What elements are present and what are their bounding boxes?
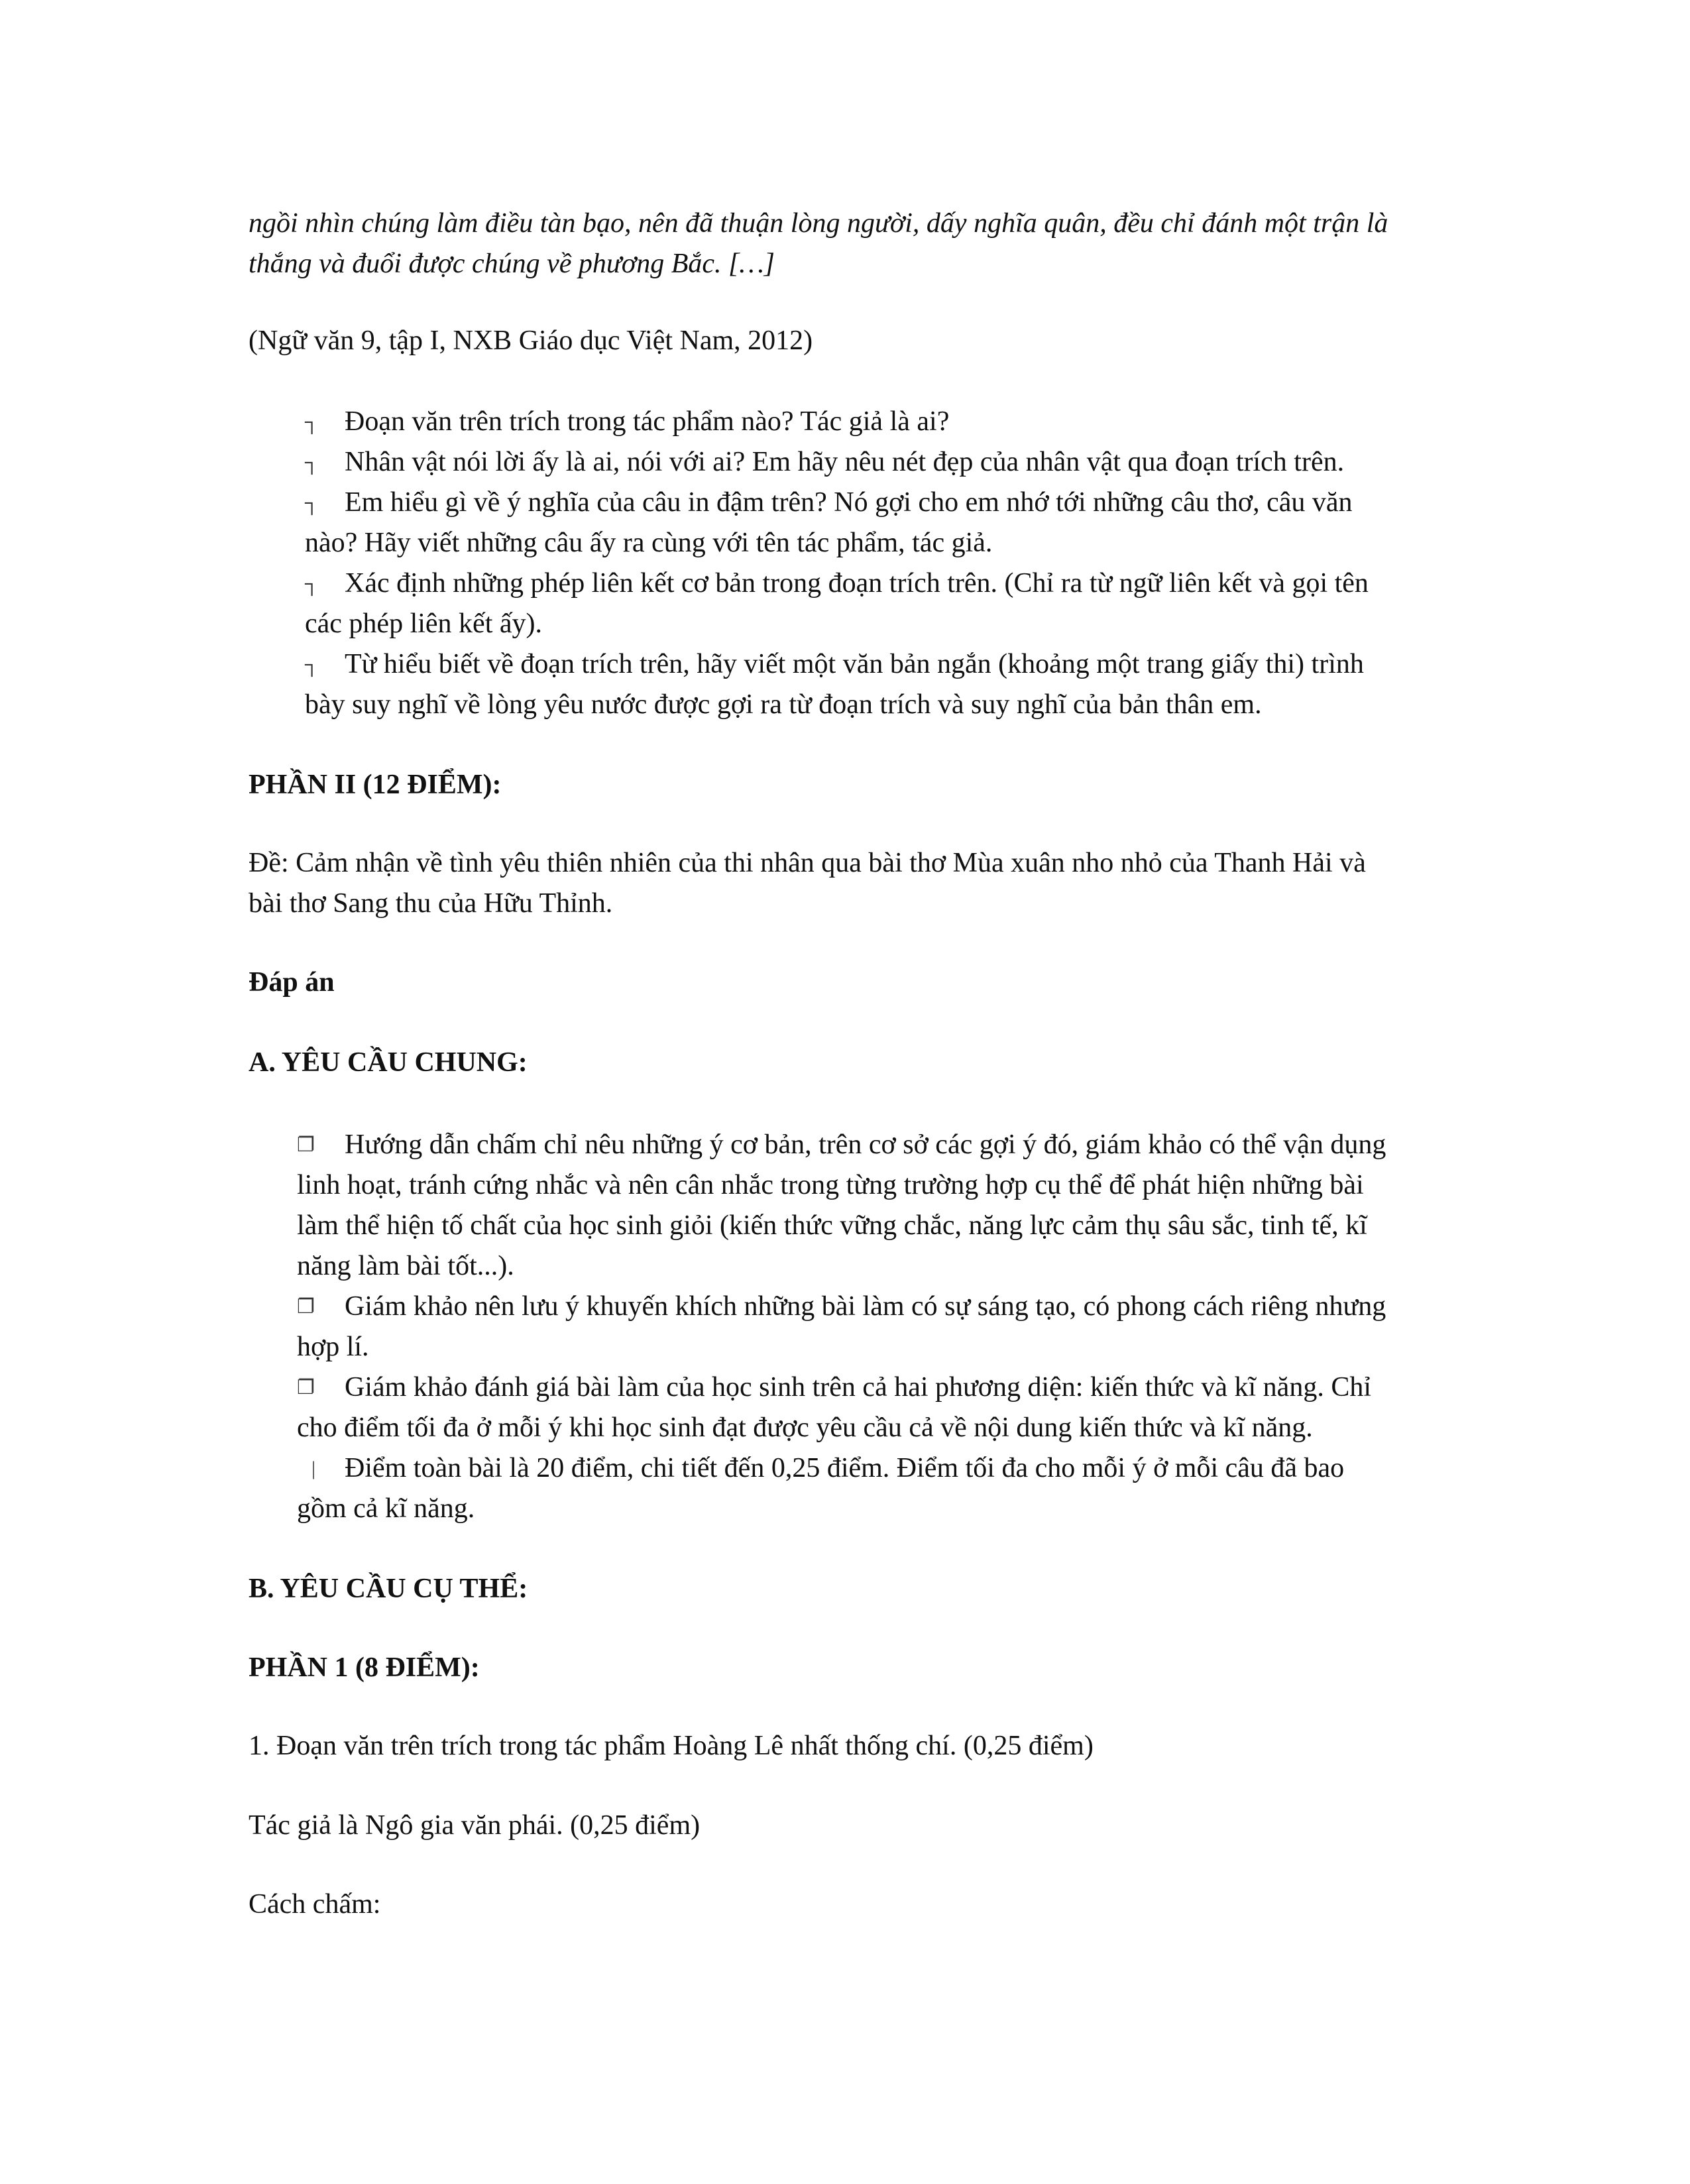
section-a-heading: A. YÊU CẦU CHUNG:	[249, 1047, 528, 1078]
part-2-heading: PHẦN II (12 ĐIỂM):	[249, 770, 502, 800]
bullet-icon: ┐	[305, 451, 319, 473]
source-citation: (Ngữ văn 9, tập I, NXB Giáo dục Việt Nam, 2012)	[249, 325, 813, 356]
bullet-icon: ┐	[305, 411, 319, 433]
section-a-p3-line-2: cho điểm tối đa ở mỗi ý khi học sinh đạt được yêu cầu cả về nội dung kiến thức và kĩ năng.	[297, 1412, 1313, 1443]
bullet-icon: ┐	[305, 492, 319, 514]
section-a-p2-line-2: hợp lí.	[297, 1332, 369, 1362]
part-2-prompt-line-1: Đề: Cảm nhận về tình yêu thiên nhiên của thi nhân qua bài thơ Mùa xuân nho nhỏ của Thanh Hải và	[249, 848, 1366, 878]
bullet-icon: ┐	[305, 654, 319, 675]
answer-1-author: Tác giả là Ngô gia văn phái. (0,25 điểm)	[249, 1810, 701, 1841]
quote-line-2: thắng và đuổi được chúng về phương Bắc. […]	[249, 249, 775, 279]
bullet-icon: |	[311, 1458, 316, 1479]
answer-1-work: 1. Đoạn văn trên trích trong tác phẩm Hoàng Lê nhất thống chí. (0,25 điểm)	[249, 1731, 1094, 1761]
section-a-p4-line-1: Điểm toàn bài là 20 điểm, chi tiết đến 0,25 điểm. Điểm tối đa cho mỗi ý ở mỗi câu đã bao	[345, 1453, 1345, 1483]
question-3-line-2: nào? Hãy viết những câu ấy ra cùng với tên tác phẩm, tác giả.	[305, 528, 993, 558]
section-a-p1-line-3: làm thể hiện tố chất của học sinh giỏi (kiến thức vững chắc, năng lực cảm thụ sâu sắc, tinh tế, kĩ	[297, 1210, 1367, 1241]
question-4-line-1: Xác định những phép liên kết cơ bản trong đoạn trích trên. (Chỉ ra từ ngữ liên kết và gọi tên	[345, 568, 1369, 599]
part-1-heading: PHẦN 1 (8 ĐIỂM):	[249, 1652, 480, 1683]
section-a-p1-line-2: linh hoạt, tránh cứng nhắc và nên cân nhắc trong từng trường hợp cụ thể để phát hiện những bài	[297, 1170, 1364, 1200]
bullet-icon: ❐	[297, 1134, 315, 1156]
section-a-p4-line-2: gồm cả kĩ năng.	[297, 1493, 475, 1524]
quote-line-1: ngồi nhìn chúng làm điều tàn bạo, nên đã thuận lòng người, dấy nghĩa quân, đều chỉ đánh một trận là	[249, 208, 1388, 239]
section-a-p1-line-1: Hướng dẫn chấm chỉ nêu những ý cơ bản, trên cơ sở các gợi ý đó, giám khảo có thể vận dụng	[345, 1129, 1386, 1160]
question-1: Đoạn văn trên trích trong tác phẩm nào? Tác giả là ai?	[345, 406, 950, 437]
part-2-prompt-line-2: bài thơ Sang thu của Hữu Thỉnh.	[249, 888, 613, 919]
question-2: Nhân vật nói lời ấy là ai, nói với ai? Em hãy nêu nét đẹp của nhân vật qua đoạn trích trên.	[345, 447, 1345, 477]
question-5-line-1: Từ hiểu biết về đoạn trích trên, hãy viết một văn bản ngắn (khoảng một trang giấy thi) trình	[345, 649, 1364, 679]
scoring-label: Cách chấm:	[249, 1889, 381, 1920]
question-3-line-1: Em hiểu gì về ý nghĩa của câu in đậm trên? Nó gợi cho em nhớ tới những câu thơ, câu văn	[345, 487, 1353, 518]
section-a-p3-line-1: Giám khảo đánh giá bài làm của học sinh trên cả hai phương diện: kiến thức và kĩ năng. Chỉ	[345, 1372, 1371, 1403]
question-4-line-2: các phép liên kết ấy).	[305, 608, 542, 639]
bullet-icon: ┐	[305, 573, 319, 595]
section-b-heading: B. YÊU CẦU CỤ THỂ:	[249, 1574, 528, 1604]
section-a-p1-line-4: năng làm bài tốt...).	[297, 1251, 514, 1281]
bullet-icon: ❐	[297, 1296, 315, 1318]
section-a-p2-line-1: Giám khảo nên lưu ý khuyến khích những bài làm có sự sáng tạo, có phong cách riêng nhưng	[345, 1291, 1386, 1322]
answer-heading: Đáp án	[249, 967, 335, 998]
question-5-line-2: bày suy nghĩ về lòng yêu nước được gợi ra từ đoạn trích và suy nghĩ của bản thân em.	[305, 689, 1262, 720]
bullet-icon: ❐	[297, 1377, 315, 1399]
